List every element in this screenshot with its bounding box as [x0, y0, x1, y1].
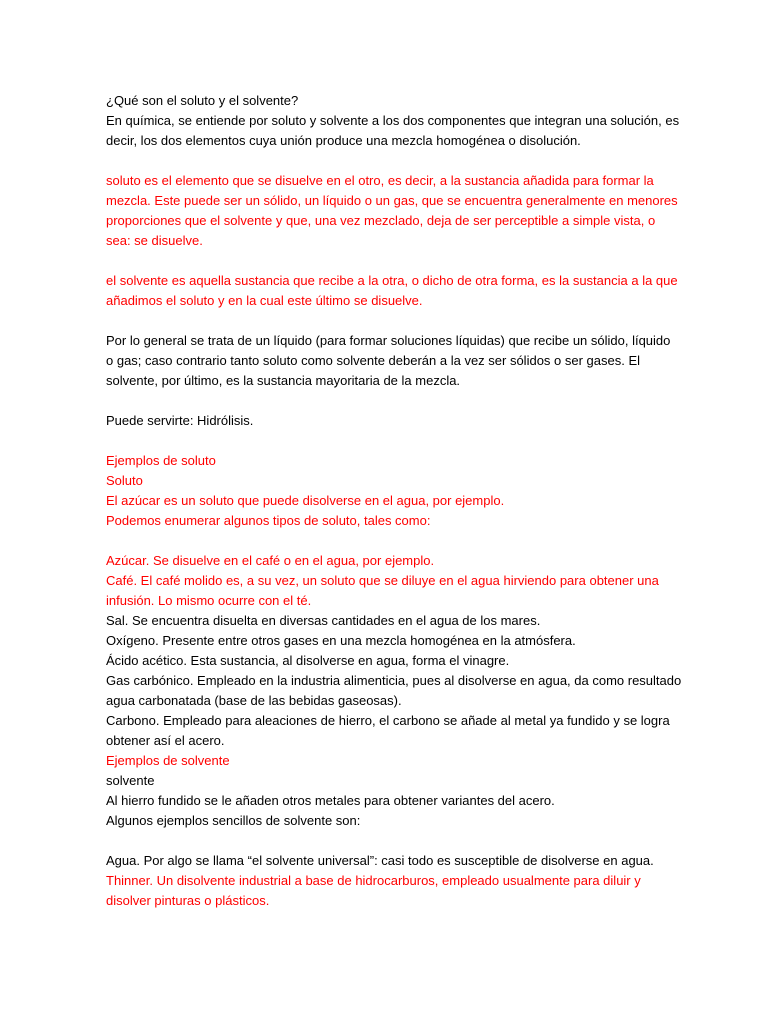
list-item: Ácido acético. Esta sustancia, al disolverse en agua, forma el vinagre. [106, 653, 510, 668]
list-item: Gas carbónico. Empleado en la industria alimenticia, pues al disolverse en agua, da como resultado [106, 673, 682, 688]
text-line: añadimos el soluto y en la cual este último se disuelve. [106, 293, 423, 308]
text-line: mezcla. Este puede ser un sólido, un líquido o un gas, que se encuentra generalmente en menores [106, 193, 678, 208]
text-line: proporciones que el solvente y que, una vez mezclado, deja de ser perceptible a simple vista, o [106, 213, 656, 228]
list-item: disolver pinturas o plásticos. [106, 893, 270, 908]
solvente-definition-paragraph [106, 271, 678, 311]
text-line: Soluto [106, 473, 143, 488]
text-line: el solvente es aquella sustancia que recibe a la otra, o dicho de otra forma, es la sustancia a la que [106, 273, 678, 288]
text-line: Podemos enumerar algunos tipos de soluto, tales como: [106, 513, 431, 528]
section-heading-soluto: Ejemplos de soluto [106, 453, 216, 468]
text-line: En química, se entiende por soluto y solvente a los dos componentes que integran una solución, es [106, 113, 680, 128]
list-item: obtener así el acero. [106, 733, 225, 748]
list-item: Oxígeno. Presente entre otros gases en una mezcla homogénea en la atmósfera. [106, 633, 576, 648]
list-item: Agua. Por algo se llama “el solvente universal”: casi todo es susceptible de disolverse en agua. [106, 853, 654, 868]
related-link-paragraph [106, 411, 666, 431]
examples-list [106, 551, 682, 831]
soluto-definition-paragraph [106, 171, 678, 251]
intro-paragraph [106, 91, 680, 151]
list-item: infusión. Lo mismo ocurre con el té. [106, 593, 312, 608]
soluto-examples-heading-block [106, 451, 666, 531]
list-item: agua carbonatada (base de las bebidas gaseosas). [106, 693, 402, 708]
list-item: Al hierro fundido se le añaden otros metales para obtener variantes del acero. [106, 793, 555, 808]
text-line: solvente, por último, es la sustancia mayoritaria de la mezcla. [106, 373, 461, 388]
list-item: solvente [106, 773, 155, 788]
text-line: soluto es el elemento que se disuelve en el otro, es decir, a la sustancia añadida para formar la [106, 173, 654, 188]
text-line: El azúcar es un soluto que puede disolverse en el agua, por ejemplo. [106, 493, 505, 508]
list-item: Algunos ejemplos sencillos de solvente son: [106, 813, 361, 828]
list-item: Azúcar. Se disuelve en el café o en el agua, por ejemplo. [106, 553, 435, 568]
list-item: Carbono. Empleado para aleaciones de hierro, el carbono se añade al metal ya fundido y se logra [106, 713, 670, 728]
question-heading: ¿Qué son el soluto y el solvente? [106, 93, 299, 108]
document-page [106, 91, 682, 911]
solvente-examples-list [106, 851, 666, 911]
list-item: Café. El café molido es, a su vez, un soluto que se diluye en el agua hirviendo para obtener una [106, 573, 659, 588]
list-item: Thinner. Un disolvente industrial a base de hidrocarburos, empleado usualmente para diluir y [106, 873, 641, 888]
text-line: sea: se disuelve. [106, 233, 203, 248]
text-line: o gas; caso contrario tanto soluto como solvente deberán a la vez ser sólidos o ser gases. El [106, 353, 641, 368]
text-line: decir, los dos elementos cuya unión produce una mezcla homogénea o disolución. [106, 133, 581, 148]
related-link-text: Puede servirte: Hidrólisis. [106, 413, 254, 428]
text-line: Por lo general se trata de un líquido (para formar soluciones líquidas) que recibe un sólido, líquido [106, 333, 671, 348]
section-heading-solvente: Ejemplos de solvente [106, 753, 230, 768]
list-item: Sal. Se encuentra disuelta en diversas cantidades en el agua de los mares. [106, 613, 541, 628]
general-paragraph [106, 331, 671, 391]
